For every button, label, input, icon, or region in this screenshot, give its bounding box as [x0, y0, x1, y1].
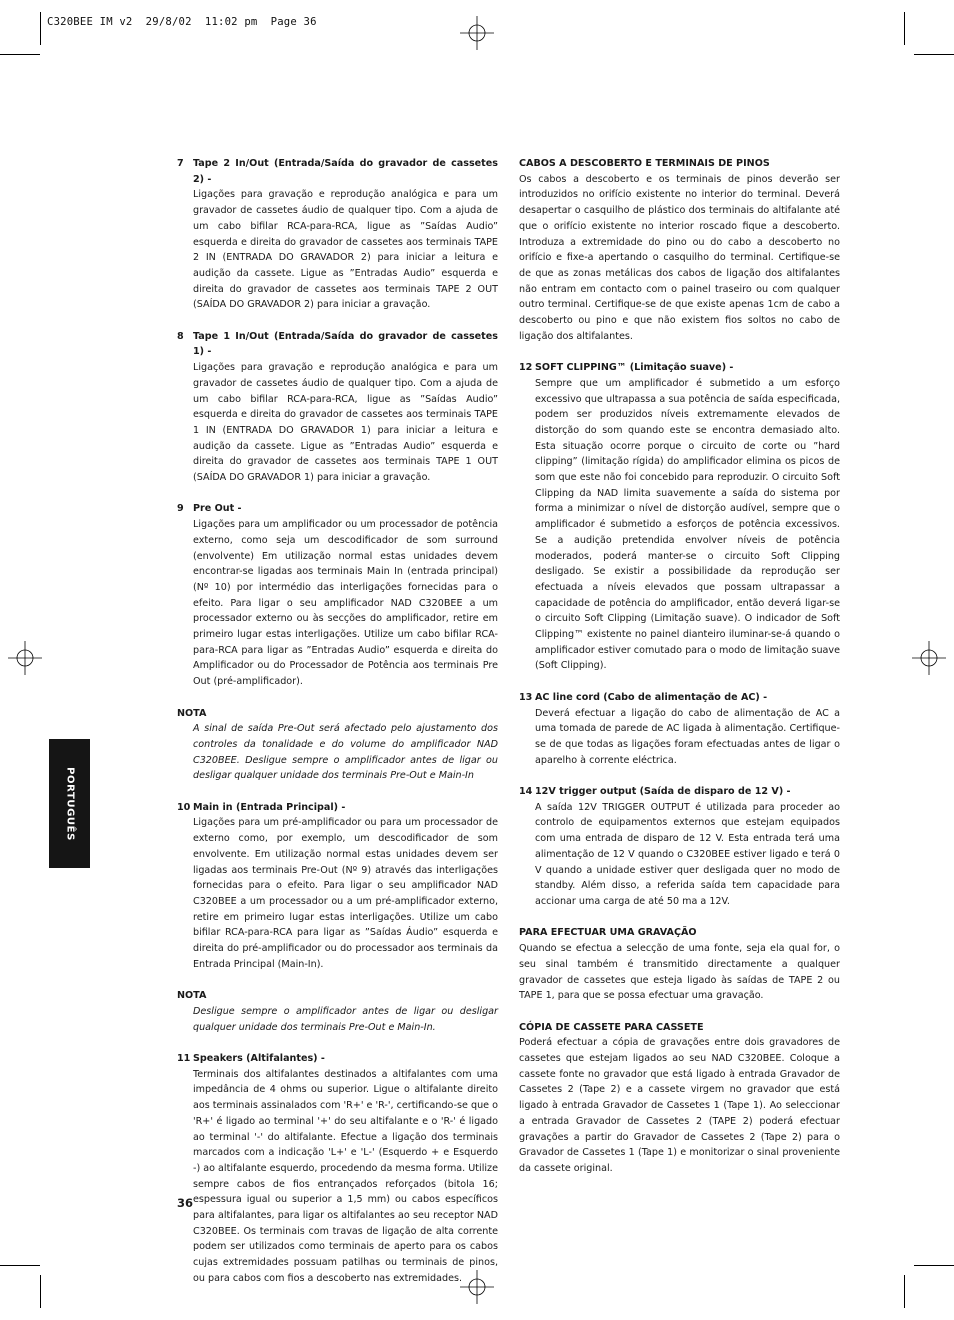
crop-mark [40, 12, 41, 45]
language-tab-label: PORTUGUÊS [64, 766, 75, 841]
crop-mark [0, 54, 40, 55]
item-number: 8 [177, 330, 184, 342]
crop-mark [904, 1275, 905, 1308]
note-2 [177, 988, 498, 1035]
item-12 [519, 360, 840, 674]
note-text: Desligue sempre o amplificador antes de ligar ou desligar qualquer unidade dos terminais Pre-Out e Main-In. [193, 1005, 498, 1033]
note-1 [177, 706, 498, 785]
item-text: Sempre que um amplificador é submetido a um esforço excessivo que ultrapassa a sua potência de saída especificada, podem ser produzidos níveis extremamente elevados de distorção do som quando este se encontra demasiado alto. Esta situação ocorre porque o circuito de corte ou ”hard clipping” (limitação rígida) do amplificador elimina os picos de som que este não foi concebido para reproduzir. O circuito Soft Clipping da NAD limita suavemente a saída do sistema por forma a minimizar o nível de distorção audível, sempre que o amplificador é submetido a esforços de potência excessivos. Se a audição pretendida envolver níveis de potência moderados, poderá manter-se o circuito Soft Clipping desligado. Se existir a possibilidade da reprodução ser efectuada a níveis elevados que possam ultrapassar a capacidade de potência do amplificador, então deverá ligar-se o circuito Soft Clipping (Limitação suave). O indicador de Soft Clipping™ existente no painel dianteiro iluminar-se-á quando o amplificador estiver comutado para o modo de limitação suave (Soft Clipping). [535, 377, 840, 672]
item-13 [519, 690, 840, 769]
item-14 [519, 784, 840, 910]
item-title: SOFT CLIPPING™ (Limitação suave) - [535, 362, 734, 374]
language-tab [49, 739, 90, 868]
page-number: 36 [177, 1196, 194, 1210]
item-11 [177, 1051, 498, 1287]
crop-mark [904, 12, 905, 45]
item-10 [177, 800, 498, 973]
item-title: Speakers (Altifalantes) - [193, 1052, 325, 1064]
item-8 [177, 329, 498, 486]
registration-mark-left [8, 641, 42, 675]
item-text: Ligações para um pré-amplificador ou para um processador de externo como, por exemplo, um descodificador de som envolvente. Em utilização normal estas unidades devem ser ligadas aos terminais Pre-Out (Nº 9) através das interligações fornecidas para o efeito. Para ligar o seu amplificador NAD C320BEE a um processador ou a um pré-amplificador externo, retire em primeiro lugar estas interligações. Utilize um cabo bifilar RCA-para-RCA para ligar as ”Saídas Áudio” esquerda e direita do pré-amplificador ou do processador aos terminais da Entrada Principal (Main-In). [193, 817, 498, 970]
item-text: Deverá efectuar a ligação do cabo de alimentação de AC a uma tomada de parede de AC ligada à alimentação. Certifique-se de que todas as ligações foram efectuadas antes de ligar o aparelho à corrente eléctrica. [535, 707, 840, 766]
section-text: Quando se efectua a selecção de uma fonte, seja ela qual for, o seu sinal também é transmitido directamente a qualquer gravador de cassetes que esteja ligado às saídas de TAPE 2 ou TAPE 1, para que se possa efectuar uma gravação. [519, 943, 840, 1002]
item-number: 11 [177, 1052, 191, 1064]
section-heading: CABOS A DESCOBERTO E TERMINAIS DE PINOS [519, 158, 770, 169]
note-text: A sinal de saída Pre-Out será afectado pelo ajustamento dos controles da tonalidade e do volume do amplificador NAD C320BEE. Desligue sempre o amplificador antes de ligar ou desligar qualquer unidade dos terminais Pre-Out e Main-In [193, 723, 498, 782]
item-title: Tape 2 In/Out (Entrada/Saída do gravador de cassetes 2) - [193, 158, 498, 185]
crop-mark [914, 54, 954, 55]
section-heading: PARA EFECTUAR UMA GRAVAÇÃO [519, 927, 697, 939]
right-column [519, 156, 840, 1192]
left-column [177, 156, 498, 1302]
section-text: Os cabos a descoberto e os terminais de pinos deverão ser introduzidos no orifício existente no interior do terminal. Deverá desapertar o casquilho de plástico dos terminais do altifalante até que o orifício existente no interior roscado fique a descoberto. Introduza a extremidade do pino ou do cabo a descoberto no orifício e fixe-a apertando o casquilho do terminal. Certifique-se de que as zonas metálicas dos cabos de ligação dos altifalantes não entram em contacto com o painel traseiro ou com qualquer outro terminal. Certifique-se de que existe apenas 1cm de cabo a descoberto ou pino e que não existem fios soltos no cabo de ligação dos altifalantes. [519, 173, 840, 342]
item-title: Main in (Entrada Principal) - [193, 801, 346, 813]
section-cabos [519, 156, 840, 344]
item-7 [177, 156, 498, 313]
item-number: 14 [519, 786, 533, 798]
crop-mark [914, 1265, 954, 1266]
registration-mark-top [460, 16, 494, 50]
item-text: A saída 12V TRIGGER OUTPUT é utilizada para proceder ao controlo de equipamentos externos que estejam equipados com uma entrada de disparo de 12 V. Esta entrada terá uma alimentação de 12 V quando o C320BEE estiver ligado e terá 0 V quando a unidade estiver quer desligada quer no modo de standby. Além disso, a referida saída tem capacidade para accionar uma carga de até 50 ma a 12V. [535, 801, 840, 907]
note-label: NOTA [177, 707, 207, 719]
item-title: AC line cord (Cabo de alimentação de AC) - [535, 691, 768, 703]
print-slug: C320BEE IM v2 29/8/02 11:02 pm Page 36 [47, 16, 317, 28]
item-text: Ligações para um amplificador ou um processador de potência externo, como seja um descodificador de som surround (envolvente) Em utilização normal estas unidades devem encontrar-se ligadas aos terminais Main In (entrada principal) (Nº 10) por intermédio das interligações fornecidas para o efeito. Para ligar o seu amplificador NAD C320BEE a um processador externo ou às secções do amplificador, retire em primeiro lugar estas interligações. Utilize um cabo bifilar RCA-para-RCA para ligar as ”Entradas Audio” esquerda e direita do Amplificador ou do Processador de Potência aos terminais Pre Out (pré-amplificador). [193, 519, 498, 688]
section-heading: CÓPIA DE CASSETE PARA CASSETE [519, 1021, 704, 1033]
item-text: Ligações para gravação e reprodução analógica e para um gravador de cassetes áudio de qualquer tipo. Com a ajuda de um cabo bifilar RCA-para-RCA, ligue as ”Saídas Audio” esquerda e direita do gravador de cassetes aos terminais TAPE 1 IN (ENTRADA DO GRAVADOR 1) para iniciar a leitura e audição da cassete. Ligue as ”Entradas Audio” esquerda e direita do gravador de cassetes aos terminais TAPE 1 OUT (SAÍDA DO GRAVADOR 1) para iniciar a gravação. [193, 362, 498, 484]
section-gravacao [519, 925, 840, 1004]
section-copia [519, 1020, 840, 1177]
item-title: 12V trigger output (Saída de disparo de 12 V) - [535, 786, 791, 798]
item-title: Tape 1 In/Out (Entrada/Saída do gravador de cassetes 1) - [193, 330, 498, 358]
note-label: NOTA [177, 990, 207, 1002]
crop-mark [0, 1265, 40, 1266]
item-text: Terminais dos altifalantes destinados a altifalantes com uma impedância de 4 ohms ou superior. Ligue o altifalante direito aos terminais assinalados com 'R+' e 'R-', certificando-se que o 'R+' é ligado ao terminal '+' do seu altifalante e o 'R-' é ligado ao terminal '-' do altifalante. Efectue a ligação dos terminais marcados com a indicação 'L+' e 'L-' (Esquerdo + e Esquerdo -) ao altifalante esquerdo, procedendo da mesma forma. Utilize sempre cabos de fios entrançados reforçados (bitola 16; espessura igual ou superior a 1,5 mm) ou cabos específicos para altifalantes, para ligar os altifalantes ao seu receptor NAD C320BEE. Os terminais com travas de ligação de alta corrente podem ser utilizados como terminais de aperto para os cabos cujas extremidades possuam patilhas ou terminais de pinos, ou para cabos com fios a descoberto nas extremidades. [193, 1068, 498, 1284]
registration-mark-right [912, 641, 946, 675]
item-title: Pre Out - [193, 503, 242, 515]
item-number: 12 [519, 362, 533, 374]
section-text: Poderá efectuar a cópia de gravações entre dois gravadores de cassetes que estejam ligados ao seu NAD C320BEE. Coloque a cassete fonte no gravador que está ligado à entrada Gravador de Cassetes 2 (Tape 2) e a cassete virgem no gravador que está ligado à entrada Gravador de Cassetes 1 (Tape 1). Ao seleccionar a entrada Gravador de Cassetes 2 (TAPE 2) poderá efectuar gravações a partir do Gravador de Cassetes 2 (Tape 2) para o Gravador de Cassetes 1 (Tape 1) e monitorizar o sinal proveniente da cassete original. [519, 1037, 840, 1174]
item-number: 7 [177, 158, 184, 169]
item-number: 9 [177, 503, 184, 515]
item-text: Ligações para gravação e reprodução analógica e para um gravador de cassetes áudio de qualquer tipo. Com a ajuda de um cabo bifilar RCA-para-RCA, ligue as ”Saídas Audio” esquerda e direita do gravador de cassetes aos terminais TAPE 2 IN (ENTRADA DO GRAVADOR 2) para iniciar a leitura e audição da cassete. Ligue as ”Entradas Audio” esquerda e direita do gravador de cassetes aos terminais TAPE 2 OUT (SAÍDA DO GRAVADOR 2) para iniciar a gravação. [193, 189, 498, 311]
item-9 [177, 501, 498, 689]
item-number: 13 [519, 691, 533, 703]
crop-mark [40, 1275, 41, 1308]
item-number: 10 [177, 801, 191, 813]
